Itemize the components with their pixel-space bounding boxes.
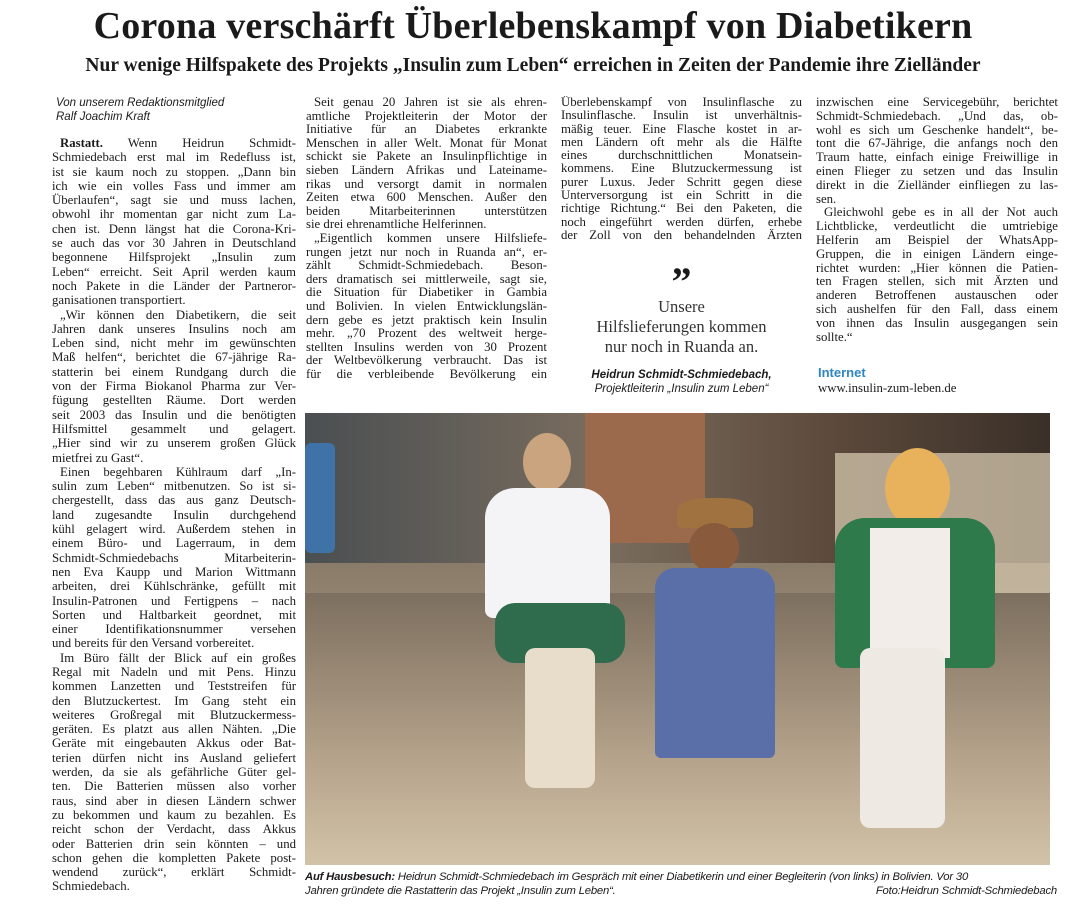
text-line-content: kommens. Eine Blutzuckermessung ist xyxy=(561,162,802,176)
text-line-content: von der Firma Biokanol Pharma zur Ver- xyxy=(52,379,296,394)
text-line-content: „Wir können den Diabetikern, die seit xyxy=(60,307,296,322)
pullquote-line: Unsere xyxy=(658,297,705,316)
text-line-content: den Blutzuckertest. Im Gang steht ein xyxy=(52,693,296,708)
text-line xyxy=(561,202,802,215)
quote-mark-icon: ” xyxy=(671,259,692,304)
text-line xyxy=(306,341,547,355)
subheadline: Nur wenige Hilfspakete des Projekts „Insulin zum Leben“ erreichen in Zeiten der Pandemie ihre Zielländer xyxy=(85,55,981,76)
text-line-content: zählt Schmidt-Schmiedebach. Beson- xyxy=(306,259,547,273)
text-line-content: se auch das vor 30 Jahren in Deutschland xyxy=(52,236,296,251)
text-line-content: Traum hatte, einfach einige Freiwillige in xyxy=(816,151,1058,165)
text-line xyxy=(52,608,296,622)
text-line xyxy=(306,354,547,368)
text-line-content: raus, sind aber in diesen Ländern schwer xyxy=(52,793,296,808)
text-line-content: einem Büro- und Lagerraum, in dem xyxy=(52,536,296,551)
text-line-content: Unterversorgung ist ein Schritt in die xyxy=(561,189,802,203)
article-paragraph xyxy=(52,651,296,894)
text-line-content: begonnene Hilfsprojekt „Insulin zum xyxy=(52,250,296,265)
text-line-content: Geräte mit eingebauten Akkus oder Bat- xyxy=(52,736,296,751)
article-paragraph xyxy=(52,465,296,651)
text-line xyxy=(561,176,802,189)
article-paragraph xyxy=(306,232,547,382)
text-line xyxy=(52,694,296,708)
text-line-content: Überlebenskampf von Insulinflasche zu xyxy=(561,96,802,109)
text-line-content: schon gehen die kompletten Pakete post- xyxy=(52,850,296,865)
text-line xyxy=(306,286,547,300)
text-line-content: reicht schon der Verdacht, dass Akkus xyxy=(52,822,296,837)
text-line-content: ten. Die Batterien müssen also vorher xyxy=(52,779,296,794)
text-line-content: richtige Richtung.“ Bei den Paketen, die xyxy=(561,202,802,216)
dateline: Rastatt. xyxy=(60,136,104,150)
text-line xyxy=(52,665,296,679)
text-line xyxy=(306,205,547,219)
text-line-content: Insulin-Patronen und Fertigpens – nach xyxy=(52,593,296,608)
text-line xyxy=(52,508,296,522)
text-line-content: mehr. „70 Prozent des weltweit herge- xyxy=(306,327,547,341)
text-line-content: schickt sie Pakete an Insulinpflichtige in xyxy=(306,150,547,164)
text-line xyxy=(52,279,296,293)
text-line-content: kühl gelagert wird. Außerdem stehen in xyxy=(52,522,296,537)
text-line-content: Seit genau 20 Jahren ist sie als ehren- xyxy=(314,96,547,109)
text-line-content: Überlaufen“, sagt sie und muss lachen, xyxy=(52,193,296,208)
text-line-content: Sorten und Haltbarkeit geordnet, mit xyxy=(52,607,296,622)
person-center xyxy=(645,498,785,798)
text-line-content: Regal mit Nadeln und mit Pens. Hinzu xyxy=(52,664,296,679)
text-line xyxy=(816,151,1058,165)
text-line xyxy=(52,522,296,536)
article-paragraph xyxy=(52,136,296,308)
text-line xyxy=(52,207,296,221)
text-line xyxy=(52,536,296,550)
text-line xyxy=(816,275,1058,289)
text-line xyxy=(816,206,1058,220)
text-line xyxy=(52,236,296,250)
text-line-content: Insulinflasche. Insulin ist unverhältnis- xyxy=(561,109,802,123)
text-line xyxy=(306,178,547,192)
article-column-1 xyxy=(52,136,296,894)
text-line xyxy=(52,465,296,479)
text-line-content: Schmidt-Schmiedebach. „Und das, ob- xyxy=(816,109,1058,123)
article-paragraph xyxy=(816,206,1058,344)
text-line xyxy=(52,579,296,593)
text-line-content: weiteres Großregal mit Blutzuckermess- xyxy=(52,707,296,722)
text-line xyxy=(561,229,802,242)
text-line-content: Zeiten etwa 600 Menschen. Außer den xyxy=(306,191,547,205)
pullquote-attribution xyxy=(561,368,802,396)
text-line-content: Menschen in aller Welt. Monat für Monat xyxy=(306,136,547,150)
text-line-content: wohl es sich um Geschenke handelt“, be- xyxy=(816,123,1058,137)
text-line xyxy=(306,259,547,273)
text-line xyxy=(52,594,296,608)
text-line-content: inzwischen eine Servicegebühr, berichtet xyxy=(816,96,1058,109)
text-line xyxy=(306,164,547,178)
text-line-content: Leben“ erreicht. Seit April werden kaum xyxy=(52,264,296,279)
text-line-content: tont die 67-Jährige, die anfangs noch den xyxy=(816,137,1058,151)
text-line-content: ist sie kaum noch zu stoppen. „Dann bin xyxy=(52,164,296,179)
text-line-content: nen Eva Kaupp und Marion Wittmann xyxy=(52,564,296,579)
text-line xyxy=(306,368,547,382)
text-line xyxy=(52,165,296,179)
text-line xyxy=(816,234,1058,248)
text-line xyxy=(306,110,547,124)
text-line xyxy=(52,565,296,579)
text-line-content: Gleichwohl gebe es in all der Not auch xyxy=(824,206,1058,220)
text-line xyxy=(52,479,296,493)
text-line-content: purer Luxus. Jeder Schritt gegen diese xyxy=(561,175,802,189)
text-line-content: Maß helfen“, berichtet die 67-jährige Ra- xyxy=(52,350,296,365)
text-line xyxy=(52,365,296,379)
text-line xyxy=(52,393,296,407)
text-line-content: „Eigentlich kommen unsere Hilfsliefe- xyxy=(314,231,547,245)
text-line xyxy=(306,96,547,110)
byline xyxy=(56,96,224,124)
text-line-content: ich wie ein volles Fass und immer am xyxy=(52,178,296,193)
text-line-content: Leben sind, nicht mehr im gewünschten xyxy=(52,336,296,351)
text-line-content: sich aushelfen für den Fall, dass einem xyxy=(816,302,1058,316)
text-line-content: Wenn Heidrun Schmidt- xyxy=(127,136,296,150)
text-line xyxy=(52,751,296,765)
text-line xyxy=(52,179,296,193)
text-line-content: arbeiten, drei Kühlschränke, gefüllt mit xyxy=(52,579,296,594)
text-line xyxy=(52,150,296,164)
text-line-content: „Hier sind wir zu unserem großen Glück xyxy=(52,436,296,451)
text-line-content: anderen Betroffenen austauschen oder xyxy=(816,289,1058,303)
article-column-4 xyxy=(816,96,1058,344)
text-line-content: zu bekommen und kaum zu bezahlen. Es xyxy=(52,807,296,822)
text-line xyxy=(816,179,1058,193)
text-line-content: stellten Insulins werden von 30 Prozent xyxy=(306,340,547,354)
text-line-content: Schmiedebach erst mal im Redefluss ist, xyxy=(52,150,296,165)
text-line xyxy=(306,273,547,287)
text-line xyxy=(306,150,547,164)
text-line-content: der Weltbevölkerung verbraucht. Das ist xyxy=(306,354,547,368)
text-line-content: von ihnen das Insulin ausgegangen sein xyxy=(816,316,1058,330)
text-line xyxy=(52,736,296,750)
text-line-content: amtliche Projektleiterin der Motor der xyxy=(306,109,547,123)
text-line xyxy=(306,123,547,137)
byline-role: Von unserem Redaktionsmitglied xyxy=(56,97,225,109)
text-line xyxy=(306,300,547,314)
pullquote-role: Projektleiterin „Insulin zum Leben“ xyxy=(594,383,769,395)
text-line-content: sen. xyxy=(816,192,837,206)
photo-caption xyxy=(305,870,1057,898)
text-line xyxy=(52,708,296,722)
text-line xyxy=(52,622,296,636)
text-line xyxy=(52,379,296,393)
text-line-content: sie drei ehrenamtliche Helferinnen. xyxy=(306,218,487,232)
caption-lead: Auf Hausbesuch: xyxy=(305,871,395,883)
text-line-content: land zugesandte Insulin durchgehend xyxy=(52,507,296,522)
text-line xyxy=(306,314,547,328)
text-line-content: ganisationen transportiert. xyxy=(52,293,186,308)
text-line xyxy=(52,336,296,350)
text-line-content: Einen begehbaren Kühlraum darf „In- xyxy=(60,464,296,479)
text-line xyxy=(816,193,1058,207)
text-line-content: chergestellt, dass das aus ganz Deutsch- xyxy=(52,493,296,508)
text-line-content: sollte.“ xyxy=(816,330,853,344)
text-line xyxy=(52,651,296,665)
text-line xyxy=(816,303,1058,317)
text-line-content: men Ländern oft mehr als die Hälfte xyxy=(561,135,802,149)
text-line-content: die Situation für Diabetiker in Gambia xyxy=(306,286,547,300)
text-line xyxy=(306,137,547,151)
text-line xyxy=(816,289,1058,303)
text-line-content: beiden Mitarbeiterinnen unterstützen xyxy=(306,204,547,218)
text-line-content: Gruppen, die in einigen Ländern einge- xyxy=(816,247,1058,261)
text-line-content: sulin zum Leben“ mitbenutzen. So ist si- xyxy=(52,479,296,494)
article-paragraph xyxy=(52,308,296,465)
text-line xyxy=(52,808,296,822)
text-line xyxy=(52,451,296,465)
text-line-content: noch Pakete in die Länder der Partneror- xyxy=(52,278,296,293)
text-line-content: einen Flieger zu setzen und das Insulin xyxy=(816,164,1058,178)
text-line xyxy=(52,794,296,808)
pullquote-line: Hilfslieferungen kommen xyxy=(596,317,767,336)
text-line xyxy=(561,149,802,162)
text-line-content: sieben Ländern Afrikas und Lateiname- xyxy=(306,163,547,177)
text-line xyxy=(52,837,296,851)
text-line-content: ten Fragen stellen, sich mit Ärzten und xyxy=(816,275,1058,289)
text-line xyxy=(52,636,296,650)
text-line xyxy=(306,327,547,341)
text-line-content: dern gebe es jetzt praktisch kein Insulin xyxy=(306,313,547,327)
text-line xyxy=(52,136,296,150)
text-line-content: mietfrei zu Gast“. xyxy=(52,450,144,465)
text-line xyxy=(52,679,296,693)
text-line-content: noch eingeführt werden dürfen, erhebe xyxy=(561,215,802,229)
text-line xyxy=(52,436,296,450)
pullquote-text xyxy=(561,297,802,357)
text-line xyxy=(816,96,1058,110)
text-line xyxy=(561,162,802,175)
text-line xyxy=(816,124,1058,138)
text-line xyxy=(52,308,296,322)
pullquote-line: nur noch in Ruanda an. xyxy=(604,337,759,356)
text-line xyxy=(816,137,1058,151)
text-line xyxy=(561,123,802,136)
text-line xyxy=(306,218,547,232)
text-line-content: eines durchschnittlichen Monatsein- xyxy=(561,149,802,163)
text-line-content: Schmidt-Schmiedebachs Mitarbeiterin- xyxy=(52,550,296,565)
text-line xyxy=(52,851,296,865)
text-line xyxy=(306,232,547,246)
article-paragraph xyxy=(306,96,547,232)
text-line xyxy=(52,322,296,336)
text-line xyxy=(816,317,1058,331)
text-line-content: ders dramatisch sei mittlerweile, sagt sie, xyxy=(306,272,547,286)
text-line-content: mäßig teuer. Eine Flasche kostet in ar- xyxy=(561,122,802,136)
text-line-content: fügung gestellten Räume. Dort werden xyxy=(52,393,296,408)
text-line xyxy=(52,551,296,565)
caption-text-2: Jahren gründete die Rastatterin das Projekt „Insulin zum Leben“. xyxy=(305,885,616,897)
text-line-content: statterin bei einem Rundgang durch die xyxy=(52,364,296,379)
text-line-content: Schmiedebach. xyxy=(52,879,130,894)
text-line xyxy=(816,165,1058,179)
text-line-content: geräten. Es platzt aus allen Nähten. „Die xyxy=(52,722,296,737)
text-line-content: Jahren dank unseres Insulins noch am xyxy=(52,321,296,336)
text-line xyxy=(816,262,1058,276)
article-paragraph xyxy=(561,96,802,242)
pullquote-author: Heidrun Schmidt-Schmiedebach, xyxy=(591,369,772,381)
text-line-content: obwohl ihr momentan gar nicht zum La- xyxy=(52,207,296,222)
text-line xyxy=(52,822,296,836)
text-line xyxy=(52,422,296,436)
person-right xyxy=(830,448,995,858)
text-line xyxy=(561,216,802,229)
text-line xyxy=(52,350,296,364)
caption-text-1: Heidrun Schmidt-Schmiedebach im Gespräch mit einer Diabetikerin und einer Begleiterin (von links) in Bolivien. Vor 30 xyxy=(397,871,969,883)
text-line-content: Hilfsmittel gesammelt und gelagert. xyxy=(52,421,296,436)
text-line xyxy=(52,493,296,507)
text-line xyxy=(816,248,1058,262)
text-line xyxy=(52,722,296,736)
text-line-content: direkt in die Zielländer einfliegen zu las- xyxy=(816,178,1058,192)
person-left xyxy=(485,433,610,813)
article-column-3 xyxy=(561,96,802,242)
text-line-content: Lichtblicke, verdeutlicht die umtriebige xyxy=(816,220,1058,234)
text-line xyxy=(816,220,1058,234)
text-line-content: rikas und versorgt damit in normalen xyxy=(306,177,547,191)
text-line-content: rungen jetzt nur noch in Ruanda an“, er- xyxy=(306,245,547,259)
text-line xyxy=(52,193,296,207)
text-line-content: richtet wurden: „Hier können die Patien- xyxy=(816,261,1058,275)
text-line xyxy=(561,136,802,149)
text-line xyxy=(816,331,1058,345)
text-line-content: und Bolivien. In vielen Entwicklungslän- xyxy=(306,299,547,313)
text-line xyxy=(52,265,296,279)
text-line-content: terien dürfen nicht ins Ausland geliefert xyxy=(52,750,296,765)
text-line xyxy=(52,865,296,879)
text-line xyxy=(561,96,802,109)
text-line xyxy=(816,110,1058,124)
text-line-content: seit 2003 das Insulin und die benötigten xyxy=(52,407,296,422)
text-line xyxy=(52,879,296,893)
text-line xyxy=(52,222,296,236)
text-line-content: werden, da sie als gefährliche Güter gel- xyxy=(52,765,296,780)
photo-credit: Foto:Heidrun Schmidt-Schmiedebach xyxy=(875,885,1057,897)
text-line xyxy=(52,765,296,779)
headline: Corona verschärft Überlebenskampf von Diabetikern xyxy=(93,5,973,47)
text-line xyxy=(561,189,802,202)
byline-author: Ralf Joachim Kraft xyxy=(56,111,150,123)
text-line-content: einer Identifikationsnummer versehen xyxy=(52,622,296,637)
text-line-content: der Zoll von den behandelnden Ärzten xyxy=(561,228,802,242)
text-line xyxy=(306,191,547,205)
text-line-content: kommen Lanzetten und Teststreifen für xyxy=(52,679,296,694)
text-line-content: Im Büro fällt der Blick auf ein großes xyxy=(60,650,296,665)
text-line xyxy=(561,109,802,122)
text-line-content: und bereits für den Versand vorbereitet. xyxy=(52,636,255,651)
article-photo xyxy=(305,413,1050,865)
text-line-content: für die verbleibende Bevölkerung ein xyxy=(306,367,547,381)
text-line-content: chen ist. Denn längst hat die Corona-Kri- xyxy=(52,221,296,236)
article-paragraph xyxy=(816,96,1058,206)
text-line-content: Initiative für an Diabetes erkrankte xyxy=(306,123,547,137)
text-line xyxy=(52,250,296,264)
text-line xyxy=(52,779,296,793)
text-line xyxy=(52,408,296,422)
text-line-content: oder Batterien drin sein könnten – und xyxy=(52,836,296,851)
text-line xyxy=(52,293,296,307)
internet-link[interactable]: www.insulin-zum-leben.de xyxy=(818,381,957,395)
internet-label: Internet xyxy=(818,365,866,380)
text-line-content: wendend zurück“, erklärt Schmidt- xyxy=(52,865,296,880)
text-line-content: Helferin am Beispiel der WhatsApp- xyxy=(816,233,1058,247)
article-column-2 xyxy=(306,96,547,381)
text-line xyxy=(306,246,547,260)
